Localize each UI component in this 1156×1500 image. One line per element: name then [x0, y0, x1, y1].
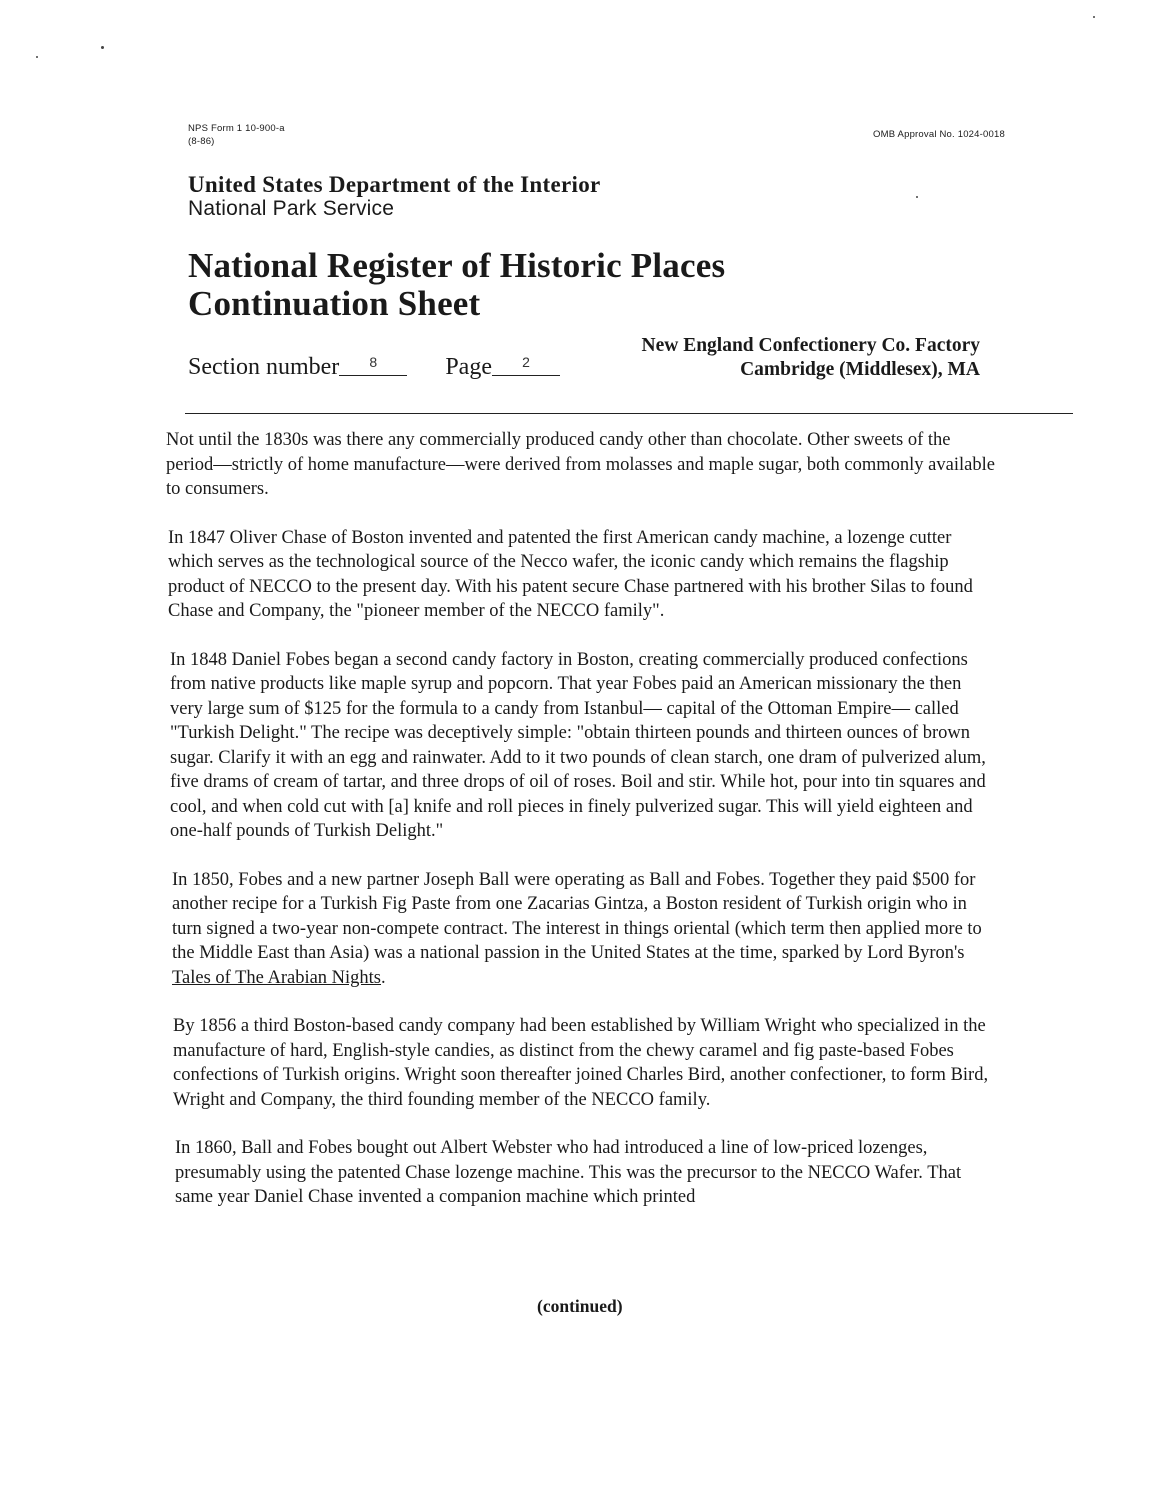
department-name: United States Department of the Interior	[188, 172, 601, 197]
header-divider	[185, 413, 1073, 414]
paragraph-1850	[172, 868, 998, 991]
page-number-field: 2	[492, 354, 560, 376]
document-subtitle: Continuation Sheet	[188, 284, 481, 323]
form-date: (8-86)	[188, 136, 215, 147]
form-identifier	[188, 122, 285, 148]
paragraph-end: .	[381, 967, 386, 988]
omb-approval: OMB Approval No. 1024-0018	[873, 129, 1005, 140]
body-text	[166, 428, 998, 1234]
paragraph: In 1860, Ball and Fobes bought out Albert Webster who had introduced a line of low-priced lozenges, presumably using the patented Chase lozenge machine. This was the precursor to the NECCO Wafer. That same year Daniel Chase invented a companion machine which printed	[175, 1138, 962, 1207]
page-label: Page	[445, 354, 492, 380]
section-page-row	[188, 354, 560, 381]
property-block	[642, 334, 981, 382]
paragraph-text: In 1850, Fobes and a new partner Joseph Ball were operating as Ball and Fobes. Together they paid $500 for another recipe for a Turkish Fig Paste from one Zacarias Gintza, a Boston resident of Turkish origin who in turn signed a two-year non-compete contract. The interest in things oriental (which term then applied more to the Middle East than Asia) was a national passion in the United States at the time, sparked by Lord Byron's	[172, 869, 982, 963]
scan-speck	[916, 196, 918, 198]
paragraph: Not until the 1830s was there any commercially produced candy other than chocolate. Other sweets of the period—strictly of home manufacture—were derived from molasses and maple sugar, both commonly available to consumers.	[166, 430, 995, 499]
book-title: Tales of The Arabian Nights	[172, 967, 382, 988]
paragraph: By 1856 a third Boston-based candy company had been established by William Wright who specialized in the manufacture of hard, English-style candies, as distinct from the chewy caramel and fig paste-based Fobes confections of Turkish origins. Wright soon thereafter joined Charles Bird, another confectioner, to form Bird, Wright and Company, the third founding member of the NECCO family.	[173, 1016, 989, 1110]
property-name: New England Confectionery Co. Factory	[641, 335, 980, 356]
continued-label: (continued)	[537, 1296, 623, 1316]
section-number-field: 8	[339, 354, 407, 376]
property-location: Cambridge (Middlesex), MA	[740, 359, 980, 380]
section-label: Section number	[188, 354, 340, 380]
document-title: National Register of Historic Places	[188, 246, 726, 285]
paragraph: In 1848 Daniel Fobes began a second candy factory in Boston, creating commercially produced confections from native products like maple syrup and popcorn. That year Fobes paid an American missionary the then very large sum of $125 for the formula to a candy from Istanbul— capital of the Ottoman Empire— called "Turkish Delight." The recipe was deceptively simple: "obtain thirteen pounds and thirteen ounces of brown sugar. Clarify it with an egg and rainwater. Add to it two pounds of clean starch, one dram of pulverized alum, five drams of cream of tartar, and three drops of oil of roses. Boil and stir. While hot, pour into tin squares and cool, and when cold cut with [a] knife and roll pieces in finely pulverized sugar. This will yield eighteen and one-half pounds of Turkish Delight."	[170, 649, 986, 841]
scan-speck	[1093, 16, 1095, 18]
form-number: NPS Form 1 10-900-a	[188, 123, 285, 134]
scan-speck	[36, 56, 38, 58]
service-name: National Park Service	[188, 197, 395, 220]
paragraph: In 1847 Oliver Chase of Boston invented and patented the first American candy machine, a lozenge cutter which serves as the technological source of the Necco wafer, the iconic candy which remains the flagship product of NECCO to the present day. With his patent secure Chase partnered with his brother Silas to found Chase and Company, the "pioneer member of the NECCO family".	[168, 527, 973, 621]
scan-speck	[101, 46, 104, 49]
